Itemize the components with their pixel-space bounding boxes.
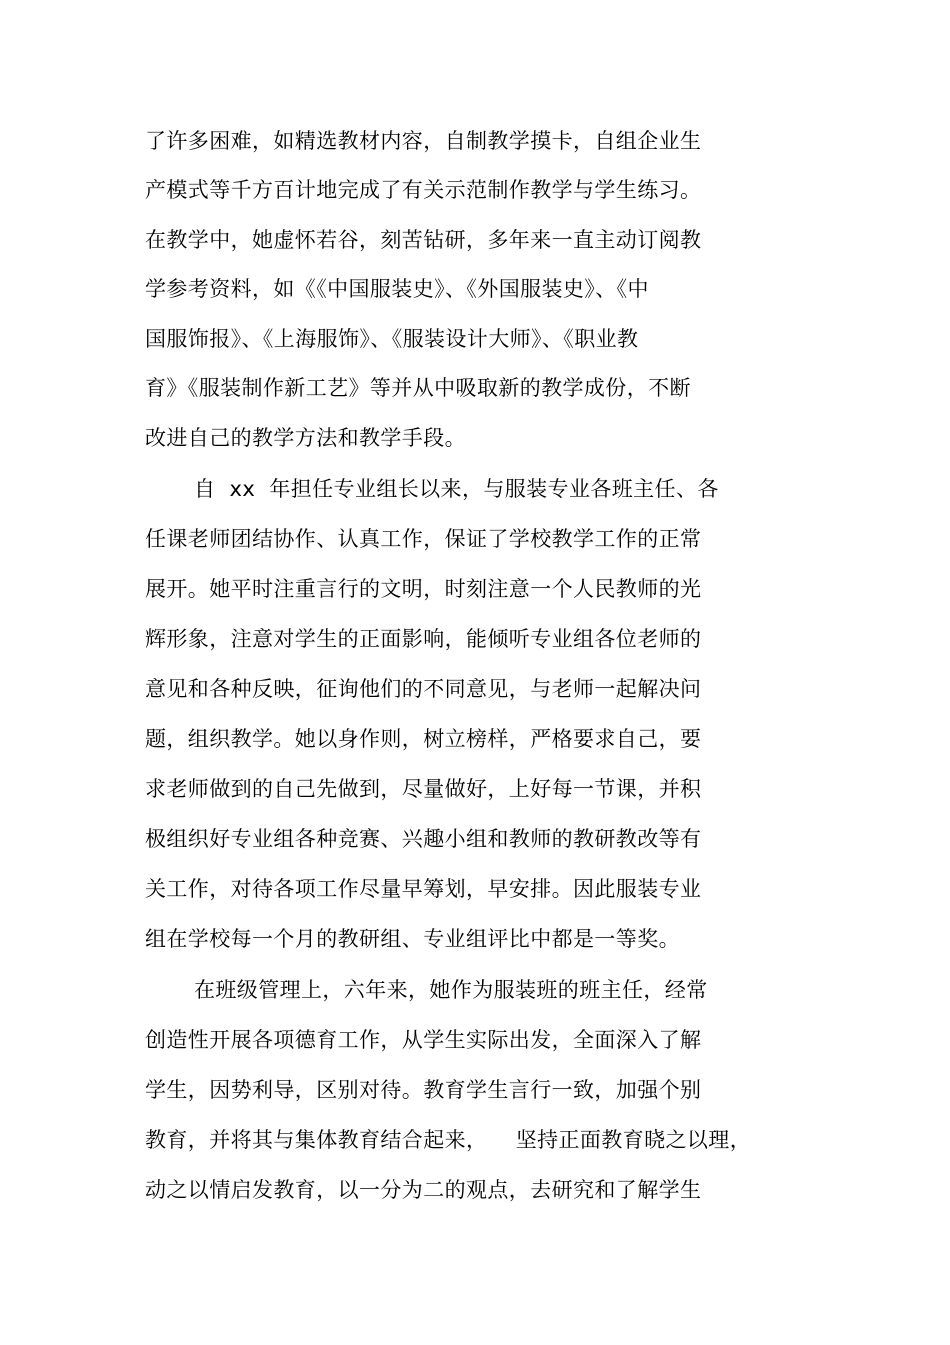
body-text-line: 极组织好专业组各种竞赛、兴趣小组和教师的教研教改等有 [145, 827, 702, 851]
body-text-line: 动之以情启发教育，以一分为二的观点，去研究和了解学生 [145, 1178, 702, 1202]
body-text-line: 创造性开展各项德育工作，从学生实际出发，全面深入了解 [145, 1028, 702, 1052]
body-text-line: 在教学中，她虚怀若谷，刻苦钻研，多年来一直主动订阅教 [145, 228, 702, 252]
body-text-line: 意见和各种反映，征询他们的不同意见，与老师一起解决问 [145, 677, 702, 701]
body-text-line: 产模式等千方百计地完成了有关示范制作教学与学生练习。 [145, 178, 702, 202]
paragraph-first-line: 在班级管理上，六年来，她作为服装班的班主任，经常 [194, 978, 708, 1002]
body-text-line: 辉形象，注意对学生的正面影响，能倾听专业组各位老师的 [145, 627, 702, 651]
body-text-line: 改进自己的教学方法和教学手段。 [145, 426, 466, 450]
body-text-line: 学参考资料，如《《中国服装史》、《外国服装史》、《中 [145, 277, 649, 301]
body-text-line: 任课老师团结协作、认真工作，保证了学校教学工作的正常 [145, 527, 702, 551]
body-text-line: 组在学校每一个月的教研组、专业组评比中都是一等奖。 [145, 927, 680, 951]
body-text-line: 国服饰报》、《上海服饰》、《服装设计大师》、《职业教 [145, 327, 639, 351]
body-text-line: 求老师做到的自己先做到，尽量做好，上好每一节课，并积 [145, 777, 702, 801]
body-text-line: 学生，因势利导，区别对待。教育学生言行一致，加强个别 [145, 1078, 702, 1102]
body-text-line: 育》《服装制作新工艺》等并从中吸取新的教学成份，不断 [145, 376, 691, 400]
body-text-line: 关工作，对待各项工作尽量早筹划，早安排。因此服装专业 [145, 877, 702, 901]
body-text-line: 了许多困难，如精选教材内容，自制教学摸卡，自组企业生 [145, 129, 702, 153]
body-text-line: 教育，并将其与集体教育结合起来， 坚持正面教育晓之以理， [145, 1128, 752, 1152]
body-text-line: 展开。她平时注重言行的文明，时刻注意一个人民教师的光 [145, 577, 702, 601]
paragraph-first-line: 自 xx 年担任专业组长以来，与服装专业各班主任、各 [194, 477, 719, 501]
body-text-line: 题，组织教学。她以身作则，树立榜样，严格要求自己，要 [145, 727, 702, 751]
